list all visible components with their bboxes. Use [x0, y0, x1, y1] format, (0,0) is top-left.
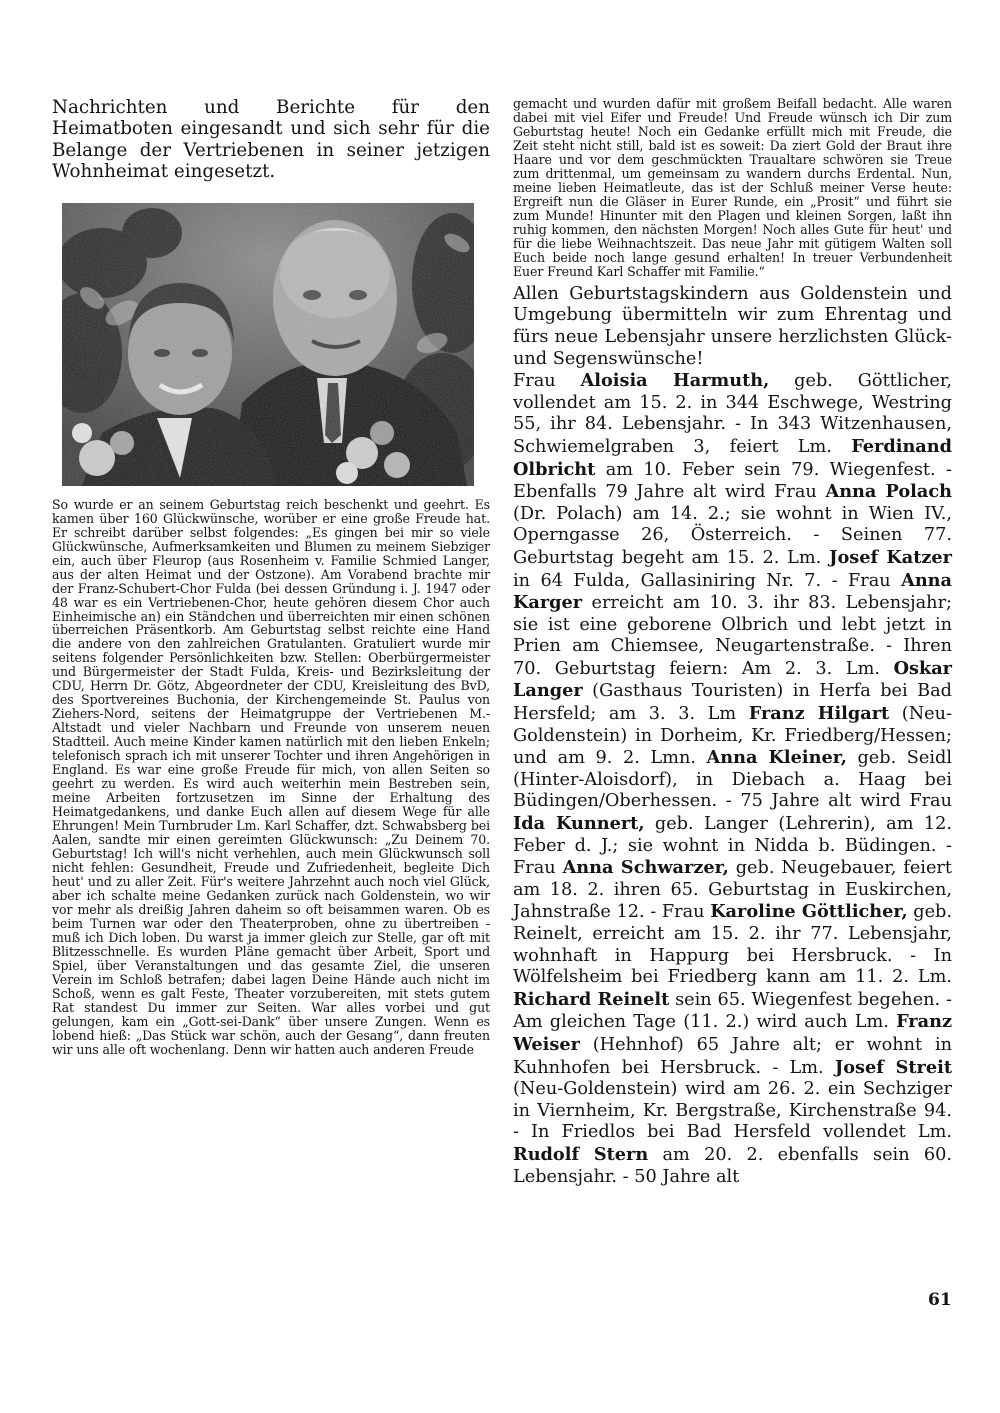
birthday-text: geb. Reinelt, erreicht am 15. 2. ihr 77. Lebensjahr, wohnhaft in Happurg bei Hersbruck. - In Wölfelsheim bei Friedberg kann am 11. 2. Lm.	[513, 902, 952, 988]
birthday-person-name: Karoline Göttlicher,	[710, 901, 908, 923]
intro-paragraph: Nachrichten und Berichte für den Heimatboten eingesandt und sich sehr für die Belange der Vertriebenen in seiner jetzigen Wohnheimat eingesetzt.	[52, 97, 490, 183]
birthday-text: (Hehnhof) 65 Jahre alt; er wohnt in Kuhnhofen bei Hersbruck. - Lm.	[513, 1034, 952, 1078]
birthday-text: Frau	[513, 371, 581, 392]
birthday-person-name: Rudolf Stern	[513, 1143, 649, 1165]
birthday-person-name: Aloisia Harmuth,	[580, 370, 770, 392]
birthday-person-name: Josef Streit	[834, 1056, 952, 1078]
caption-paragraph: So wurde er an seinem Geburtstag reich beschenkt und geehrt. Es kamen über 160 Glückwünsche, worüber er eine große Freude hat. Er schreibt darüber selbst folgendes: „Es gingen bei mir so viele Glückwünsche, Aufmerksamkeiten und Blumen zu meinem Siebziger ein, auch über Fleurop (aus Rosenheim v. Familie Schmied Langer, aus der alten Heimat und der Ostzone). Am Vorabend brachte mir der Franz-Schubert-Chor Fulda (bei dessen Gründung i. J. 1947 oder 48 war es ein Vertriebenen-Chor, heute gehören diesem Chor auch Einheimische an) ein Ständchen und überreichten mir einen schönen überreichen Präsentkorb. Am Geburtstag selbst reichte eine Hand die andere von den zahlreichen Gratulanten. Gratuliert wurde mir seitens folgender Persönlichkeiten bzw. Stellen: Oberbürgermeister und Bürgermeister der Stadt Fulda, Kreis- und Bezirksleitung der CDU, Herrn Dr. Götz, Abgeordneter der CDU, Kreisleitung des BvD, des Sportvereines Buchonia, der Kirchengemeinde St. Paulus von Ziehers-Nord, seitens der Heimatgruppe der Vertriebenen M.-Altstadt und vieler Nachbarn und Freunde von unserem neuen Stadtteil. Auch meine Kinder kamen natürlich mit den lieben Enkeln; telefonisch sprach ich mit unserer Tochter und ihren Angehörigen in England. Es war eine große Freude für mich, von allen Seiten so geehrt zu werden. Es wird auch weiterhin mein Bestreben sein, meine Arbeiten fortzusetzen im Sinne der Erhaltung des Heimatgedankens, und danke Euch allen auf diesem Wege für alle Ehrungen! Mein Turnbruder Lm. Karl Schaffer, dzt. Schwabsberg bei Aalen, sandte mir einen gereimten Glückwunsch: „Zu Deinem 70. Geburtstag! Ich will's nicht verhehlen, auch mein Glückwunsch soll nicht fehlen: Gesundheit, Freude und Zufriedenheit, begleite Dich heut' und zu aller Zeit. Für's weitere Jahrzehnt auch noch viel Glück, aber ich schalte meine Gedanken zurück nach Goldenstein, wo wir vor mehr als dreißig Jahren daheim so oft beisammen waren. Ob es beim Turnen war oder den Theaterproben, ohne zu übertreiben - muß ich Dich loben. Du warst ja immer gleich zur Stelle, gar oft mit Blitzesschnelle. Es wurden Pläne gemacht über Arbeit, Sport und Spiel, über Veranstaltungen und das gesamte Ziel, die unseren Verein im Schloß betrafen; dabei lagen Deine Hände auch nicht im Schoß, wenn es galt Feste, Theater vorzubereiten, mit stets gutem Rat standest Du immer zur Seiten. War alles vorbei und gut gelungen, kam ein „Gott-sei-Dank“ über unsere Zungen. Wenn es lobend hieß: „Das Stück war schön, auch der Gesang“, dann freuten wir uns alle oft wochenlang. Denn wir hatten auch anderen Freude	[52, 496, 490, 1058]
birthday-text: (Gasthaus Touristen) in Herfa bei Bad Hersfeld; am 3. 3. Lm	[513, 681, 952, 725]
birthday-person-name: Anna Schwarzer,	[562, 857, 729, 879]
birthday-person-name: Ferdinand Olbricht	[513, 435, 952, 480]
poem-continuation: gemacht und wurden dafür mit großem Beifall bedacht. Alle waren dabei mit viel Eifer und Freude! Und Freude wünsch ich Dir zum Geburtstag heute! Noch ein Gedanke erfüllt mich mit Freude, die Zeit steht nicht still, bald ist es soweit: Da ziert Gold der Braut ihre Haare und vor dem geschmückten Traualtare schwören sie Treue zum drittenmal, um gemeinsam zu wandern durchs Erdental. Nun, meine lieben Heimatleute, das ist der Schluß meiner Verse heute: Ergreift nun die Gläser in Eurer Runde, ein „Prosit“ und führt sie zum Munde! Hinunter mit den Plagen und kleinen Sorgen, laßt ihn ruhig kommen, den nächsten Morgen! Noch alles Gute für heut' und für die liebe Weihnachtszeit. Das neue Jahr mit gütigem Walten soll Euch beide noch lange gesund erhalten! In treuer Verbundenheit Euer Freund Karl Schaffer mit Familie.“	[513, 96, 952, 279]
right-column	[513, 97, 952, 1188]
birthday-text: (Neu-Goldenstein) wird am 26. 2. ein Sechziger in Viernheim, Kr. Bergstraße, Kirchenstraße 94. - In Friedlos bei Bad Hersfeld vollendet Lm.	[513, 1079, 952, 1143]
greeting-paragraph: Allen Geburtstagskindern aus Goldenstein und Umgebung übermitteln wir zum Ehrentag und fürs neue Lebensjahr unsere herzlichsten Glück- und Segenswünsche!	[513, 283, 952, 369]
birthday-text: (Neu-Goldenstein) in Dorheim, Kr. Friedberg/Hessen; und am 9. 2. Lmn.	[513, 704, 952, 769]
couple-photo	[62, 203, 474, 486]
birthday-person-name: Franz Hilgart	[748, 703, 890, 725]
page-number: 61	[928, 1290, 952, 1310]
left-column	[52, 97, 490, 1057]
birthday-person-name: Richard Reinelt	[513, 988, 670, 1010]
birthday-person-name: Oskar Langer	[513, 657, 952, 702]
birthday-text: am 20. 2. ebenfalls sein 60. Lebensjahr. - 50 Jahre alt	[513, 1144, 952, 1187]
birthday-text: am 10. Feber sein 79. Wiegenfest. - Ebenfalls 79 Jahre alt wird Frau	[513, 459, 952, 503]
birthday-person-name: Anna Kleiner,	[706, 747, 847, 769]
birthday-person-name: Franz Weiser	[513, 1011, 952, 1055]
birthday-text: geb. Göttlicher, vollendet am 15. 2. in 344 Eschwege, Westring 55, ihr 84. Lebensjahr. - In 343 Witzenhausen, Schwiemelgraben 3, feiert Lm.	[513, 371, 952, 457]
birthday-text: in 64 Fulda, Gallasiniring Nr. 7. - Frau	[513, 570, 902, 591]
birthday-list	[513, 370, 952, 1188]
birthday-text: geb. Seidl (Hinter-Aloisdorf), in Diebach a. Haag bei Büdingen/Oberhessen. - 75 Jahre alt wird Frau	[513, 748, 952, 812]
birthday-person-name: Ida Kunnert,	[513, 813, 645, 835]
birthday-text: geb. Langer (Lehrerin), am 12. Feber d. J.; sie wohnt in Nidda b. Büdingen. - Frau	[513, 814, 952, 879]
birthday-text: geb. Neugebauer, feiert am 18. 2. ihren 65. Geburtstag in Euskirchen, Jahnstraße 12. - Frau	[513, 858, 952, 923]
birthday-person-name: Josef Katzer	[829, 546, 953, 568]
birthday-text: (Dr. Polach) am 14. 2.; sie wohnt in Wien IV., Operngasse 26, Österreich. - Seinen 77. Geburtstag begeht am 15. 2. Lm.	[513, 503, 952, 568]
birthday-person-name: Anna Polach	[825, 481, 952, 503]
birthday-text: erreicht am 10. 3. ihr 83. Lebensjahr; sie ist eine geborene Olbrich und lebt jetzt in Prien am Chiemsee, Neugartenstraße. - Ihren 70. Geburtstag feiern: Am 2. 3. Lm.	[513, 593, 952, 679]
birthday-text: sein 65. Wiegenfest begehen. - Am gleichen Tage (11. 2.) wird auch Lm.	[513, 989, 952, 1033]
birthday-person-name: Anna Karger	[513, 569, 952, 614]
